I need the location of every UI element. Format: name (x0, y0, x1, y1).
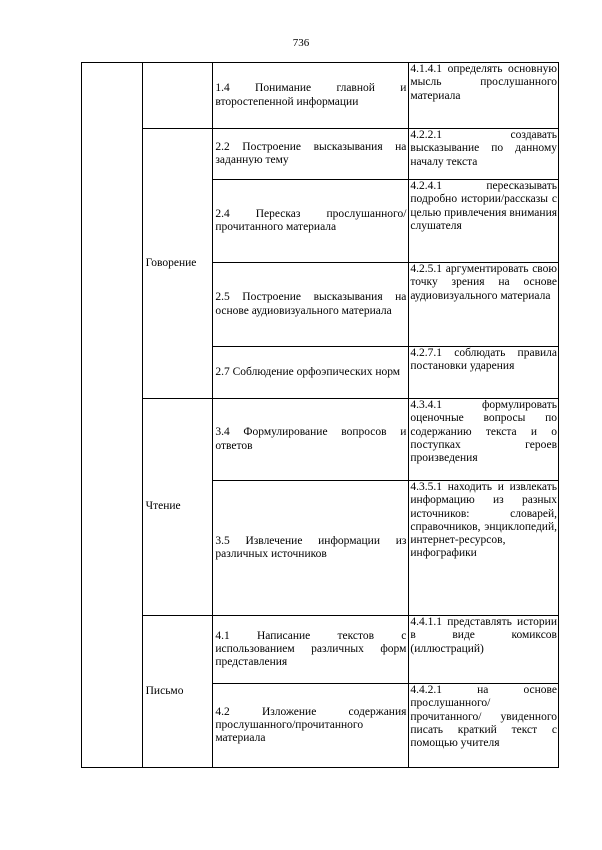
outcome-cell: 4.2.7.1 соблюдать правила постановки ударения (409, 347, 559, 399)
section-cell: Чтение (142, 399, 213, 616)
page-number: 736 (292, 37, 310, 49)
subskill-cell: 2.4 Пересказ прослушанного/прочитанного материала (213, 180, 409, 263)
outcome-cell: 4.3.4.1 формулировать оценочные вопросы по содержанию текста и о поступках героев произведения (409, 399, 559, 481)
table-row (82, 129, 559, 180)
subskill-cell: 4.2 Изложение содержания прослушанного/прочитанного материала (213, 684, 409, 768)
subskill-cell: 3.4 Формулирование вопросов и ответов (213, 399, 409, 481)
section-cell: Говорение (142, 129, 213, 399)
outcome-cell: 4.2.4.1 пересказывать подробно истории/рассказы с целью привлечения внимания слушателя (409, 180, 559, 263)
section-cell: Письмо (142, 616, 213, 768)
outcome-cell: 4.2.5.1 аргументировать свою точку зрения на основе аудиовизуального материала (409, 263, 559, 347)
curriculum-table (81, 62, 559, 768)
subskill-cell: 2.5 Построение высказывания на основе аудиовизуального материала (213, 263, 409, 347)
empty-cell (82, 63, 143, 768)
subskill-cell: 1.4 Понимание главной и второстепенной информации (213, 63, 409, 129)
outcome-cell: 4.4.1.1 представлять истории в виде комиксов (иллюстраций) (409, 616, 559, 684)
subskill-cell: 4.1 Написание текстов с использованием различных форм представления (213, 616, 409, 684)
subskill-cell: 2.7 Соблюдение орфоэпических норм (213, 347, 409, 399)
subskill-cell: 2.2 Построение высказывания на заданную тему (213, 129, 409, 180)
outcome-cell: 4.4.2.1 на основе прослушанного/прочитанного/ увиденного писать краткий текст с помощью учителя (409, 684, 559, 768)
outcome-cell: 4.2.2.1 создавать высказывание по данному началу текста (409, 129, 559, 180)
table-row (82, 616, 559, 684)
outcome-cell: 4.3.5.1 находить и извлекать информацию из разных источников: словарей, справочников, энциклопедий, интернет-ресурсов, инфографики (409, 481, 559, 616)
subskill-cell: 3.5 Извлечение информации из различных источников (213, 481, 409, 616)
table-row (82, 399, 559, 481)
outcome-cell: 4.1.4.1 определять основную мысль прослушанного материала (409, 63, 559, 129)
section-cell (142, 63, 213, 129)
table-row (82, 63, 559, 129)
